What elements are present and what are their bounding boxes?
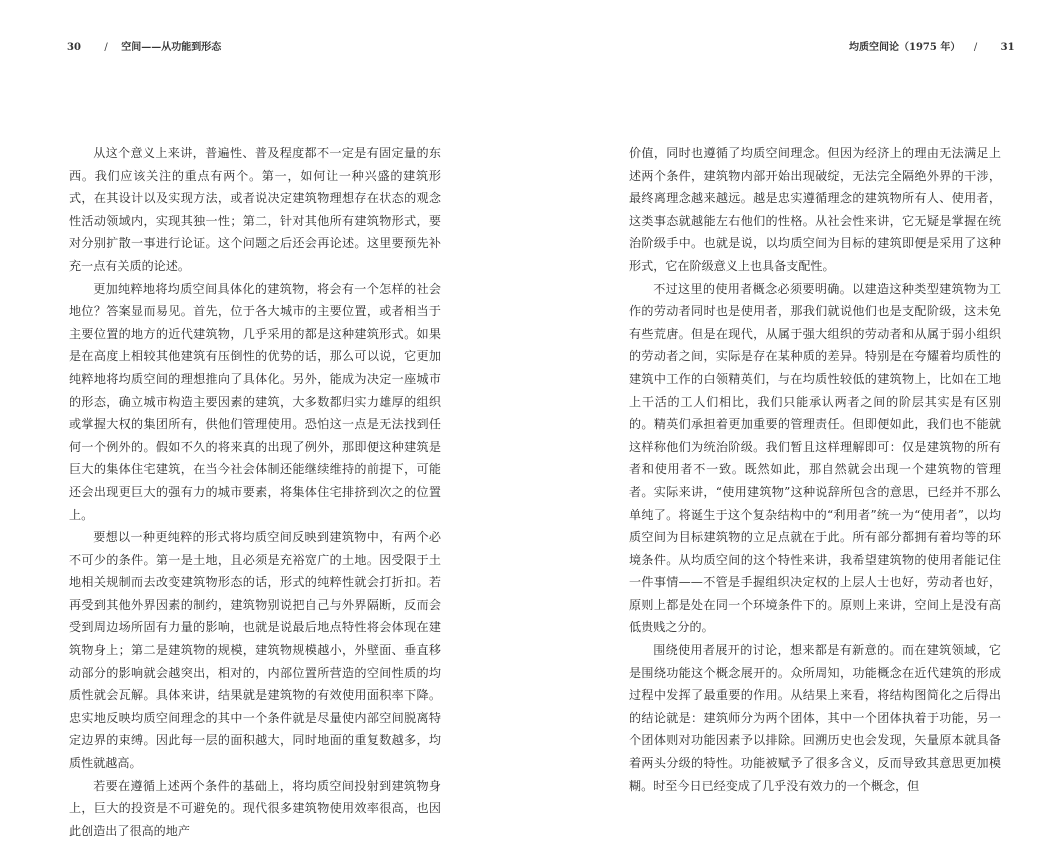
paragraph: 不过这里的使用者概念必须要明确。以建造这种类型建筑物为工作的劳动者同时也是使用者，那我们就说他们也是支配阶级，这未免有些荒唐。但是在现代，从属于强大组织的劳动者和从属于弱小组织的劳动者之间，实际是存在某种质的差异。特别是在夸耀着均质性的建筑中工作的白领精英们，与在均质性较低的建筑物上，比如在工地上干活的工人们相比，我们只能承认两者之间的阶层其实是有区别的。精英们承担着更加重要的管理责任。但即便如此，我们也不能就这样称他们为统治阶级。我们暂且这样理解即可：仅是建筑物的所有者和使用者不一致。既然如此，那自然就会出现一个建筑物的管理者。实际来讲，“使用建筑物”这种说辞所包含的意思，已经并不那么单纯了。将诞生于这个复杂结构中的“利用者”统一为“使用者”，以均质空间为目标建筑物的立足点就在于此。所有部分都拥有着均等的环境条件。从均质空间的这个特性来讲，我希望建筑物的使用者能记住一件事情——不管是手握组织决定权的上层人士也好，劳动者也好，原则上都是处在同一个环境条件下的。原则上来讲，空间上是没有高低贵贱之分的。 [629,281,1001,635]
chapter-title-left: 空间——从功能到形态 [121,42,222,53]
running-head-left [67,38,221,53]
left-page [0,0,530,838]
page-number-right: 31 [1000,42,1015,53]
body-text-left [69,142,441,842]
running-head-separator-right: / [973,42,978,53]
body-text-right [629,142,1001,797]
running-head-right [849,38,1015,53]
paragraph: 价值，同时也遵循了均质空间理念。但因为经济上的理由无法满足上述两个条件，建筑物内部开始出现破绽，无法完全隔绝外界的干涉，最终离理念越来越远。越是忠实遵循理念的建筑物所有人、使用者，这类事态就越能左右他们的性格。从社会性来讲，它无疑是掌握在统治阶级手中。也就是说，以均质空间为目标的建筑即便是采用了这种形式，它在阶级意义上也具备支配性。 [629,146,1001,273]
paragraph: 要想以一种更纯粹的形式将均质空间反映到建筑物中，有两个必不可少的条件。第一是土地，且必须是充裕宽广的土地。因受限于土地相关规制而去改变建筑物形态的话，形式的纯粹性就会打折扣。若再受到其他外界因素的制约，建筑物别说把自己与外界隔断，反而会受到周边场所固有力量的影响，也就是说最后地点特性将会体现在建筑物身上；第二是建筑物的规模，建筑物规模越小，外壁面、垂直移动部分的影响就会越突出，相对的，内部位置所营造的空间性质的均质性就会瓦解。具体来讲，结果就是建筑物的有效使用面积率下降。忠实地反映均质空间理念的其中一个条件就是尽量使内部空间脱离特定边界的束缚。因此每一层的面积越大，同时地面的重复数越多，均质性就越高。 [69,530,441,771]
paragraph: 若要在遵循上述两个条件的基础上，将均质空间投射到建筑物身上，巨大的投资是不可避免的。现代很多建筑物使用效率很高，也因此创造出了很高的地产 [69,778,441,838]
paragraph: 更加纯粹地将均质空间具体化的建筑物，将会有一个怎样的社会地位？答案显而易见。首先，位于各大城市的主要位置，或者相当于主要位置的地方的近代建筑物，几乎采用的都是这种建筑形式。如果是在高度上相较其他建筑有压倒性的优势的话，那么可以说，它更加纯粹地将均质空间的理想推向了具体化。另外，能成为决定一座城市的形态，确立城市构造主要因素的建筑，大多数都归实力雄厚的组织或掌握大权的集团所有，供他们管理使用。恐怕这一点是无法找到任何一个例外的。假如不久的将来真的出现了例外，那即便这种建筑是巨大的集体住宅建筑，在当今社会体制还能继续维持的前提下，可能还会出现更巨大的强有力的城市要素，将集体住宅排挤到次之的位置上。 [69,281,441,522]
running-head-separator-left: / [104,42,108,53]
chapter-title-right: 均质空间论（1975 年） [849,42,961,53]
paragraph: 围绕使用者展开的讨论，想来都是有新意的。而在建筑领域，它是围绕功能这个概念展开的。众所周知，功能概念在近代建筑的形成过程中发挥了最重要的作用。从结果上来看，将结构图简化之后得出的结论就是：建筑师分为两个团体，其中一个团体执着于功能，另一个团体则对功能因素予以排除。回溯历史也会发现，矢量原本就具备着两头分级的特性。功能被赋予了很多含义，反而导致其意思更加模糊。时至今日已经变成了几乎没有效力的一个概念，但 [629,643,1001,793]
page-number-left: 30 [67,42,81,53]
right-page [531,0,1061,793]
paragraph: 从这个意义上来讲，普遍性、普及程度都不一定是有固定量的东西。我们应该关注的重点有两个。第一，如何让一种兴盛的建筑形式，在其设计以及实现方法，或者说决定建筑物理想存在状态的观念性活动领域内，实现其独一性；第二，针对其他所有建筑物形式，要对分别扩散一事进行论证。这个问题之后还会再论述。这里要预先补充一点有关质的论述。 [69,146,441,273]
